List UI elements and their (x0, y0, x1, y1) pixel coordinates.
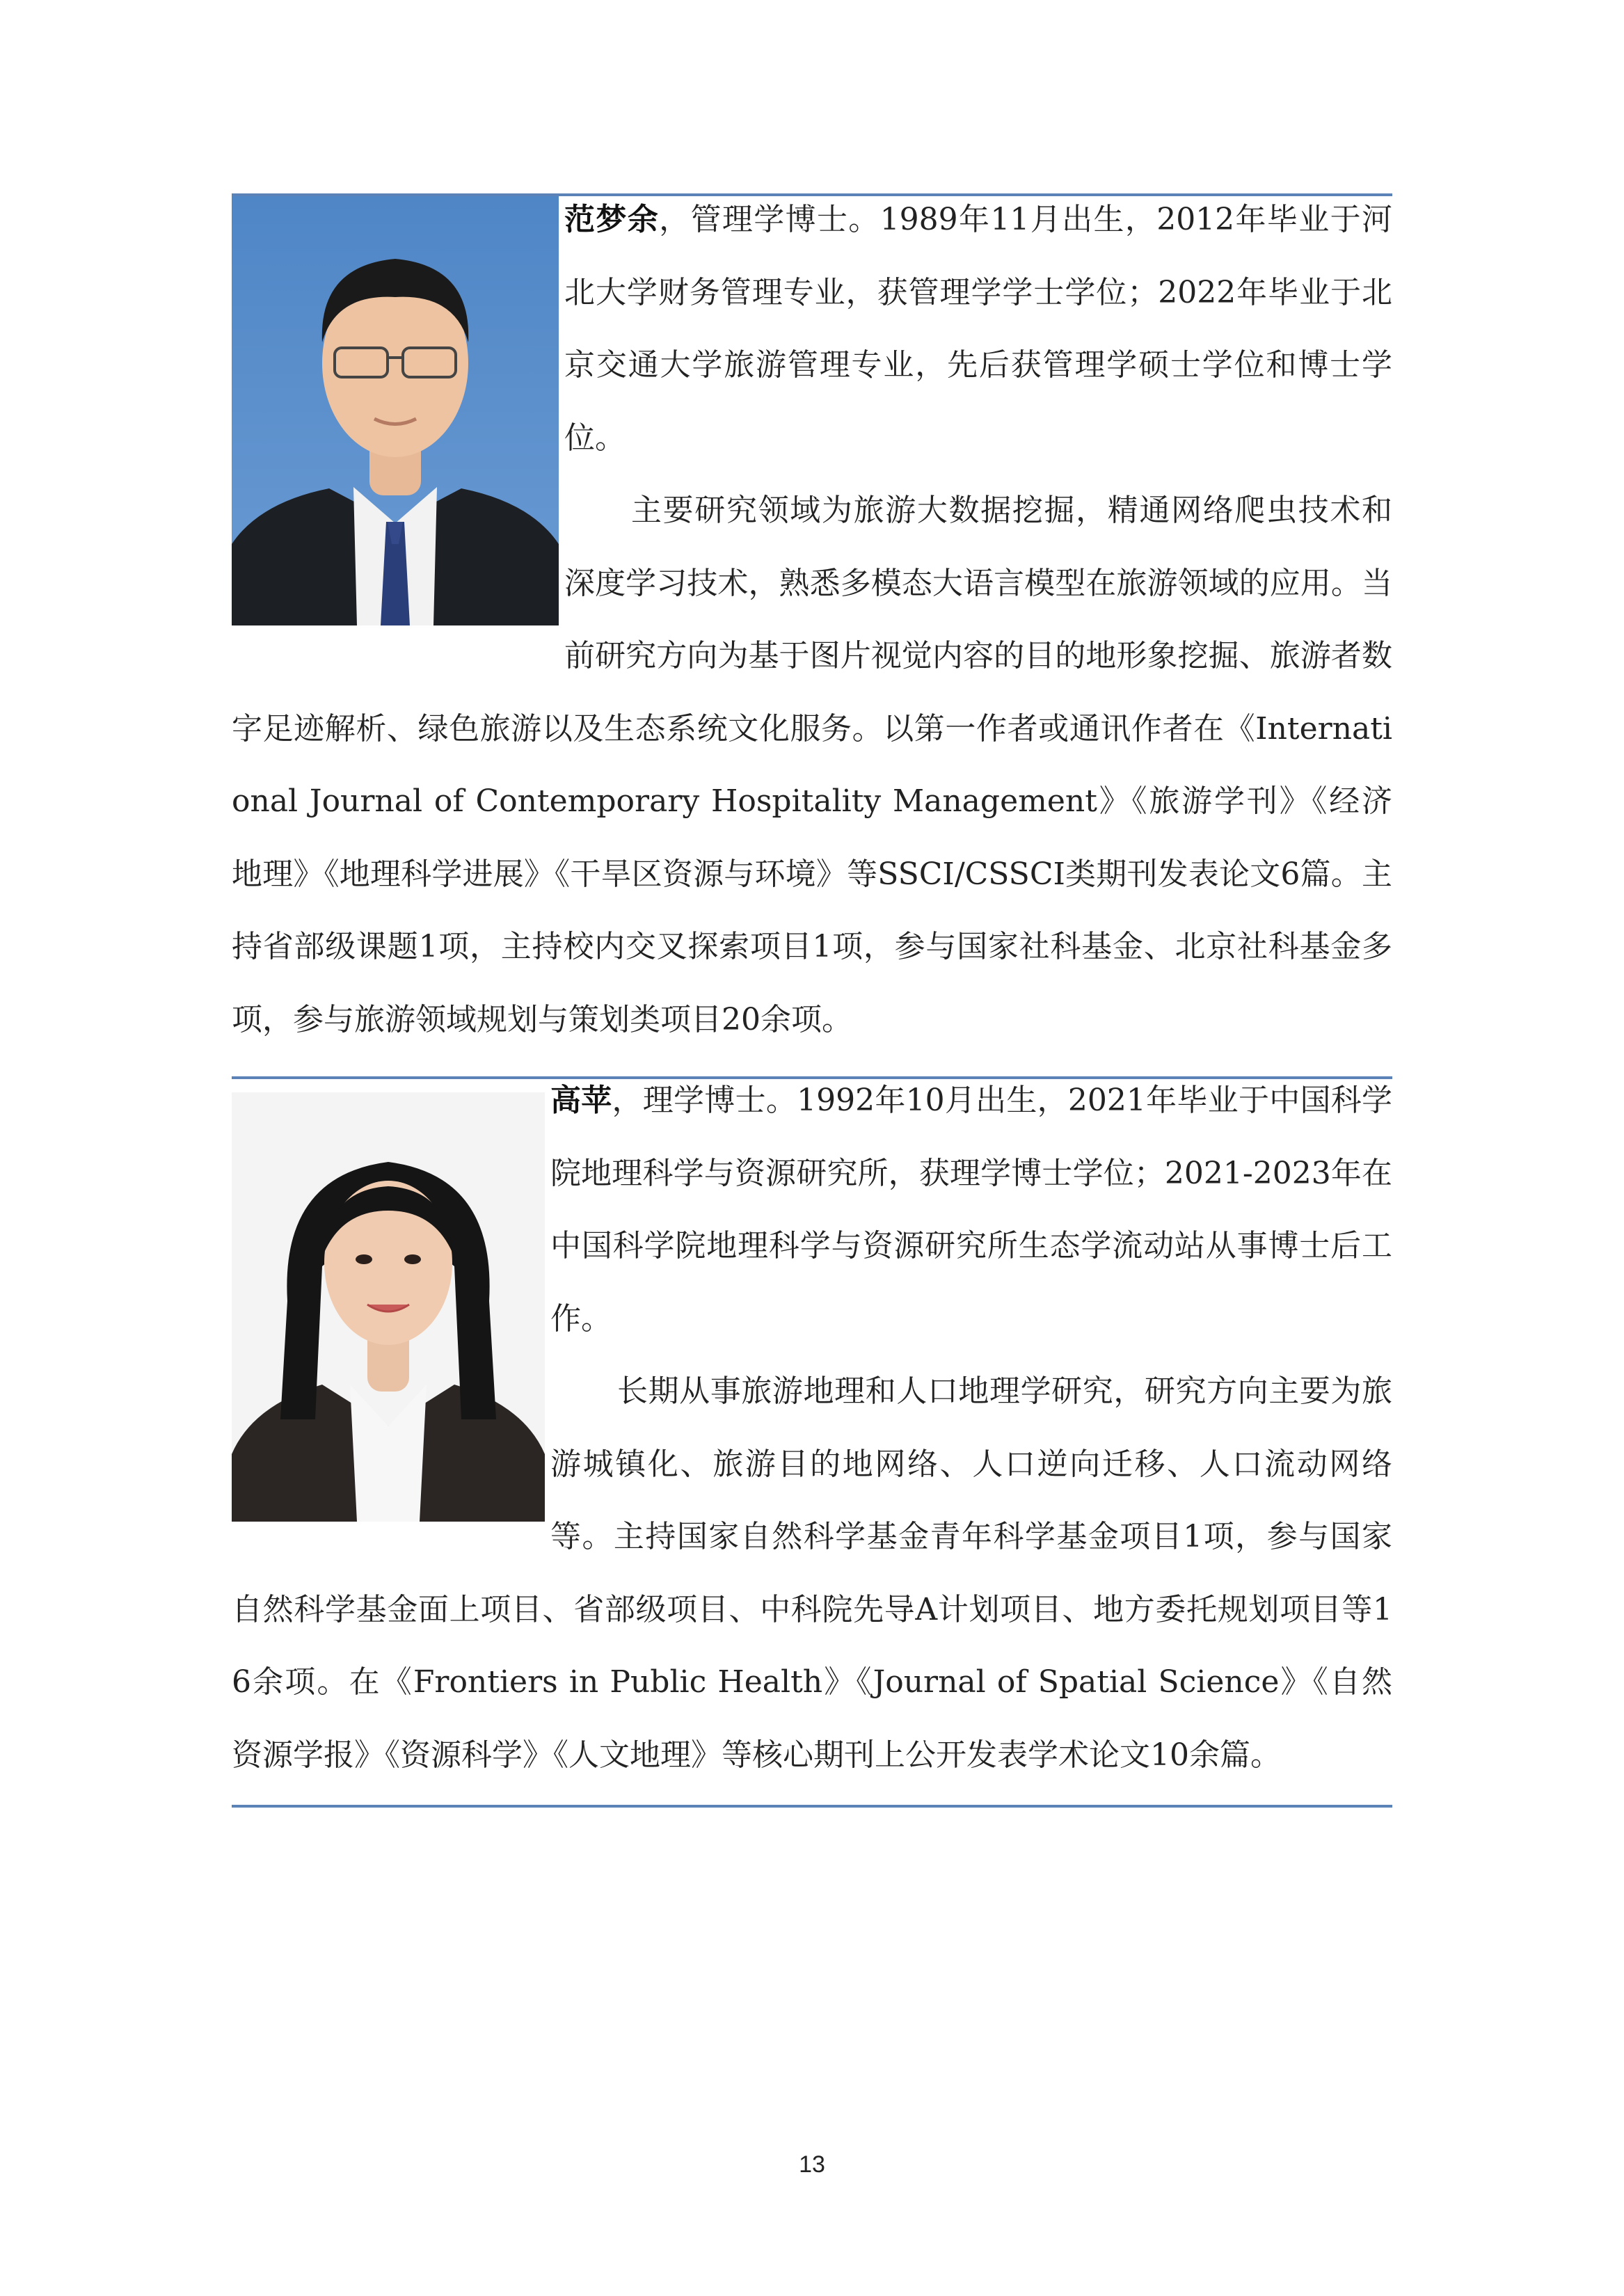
page-number: 13 (799, 2151, 825, 2178)
male-portrait-photo (232, 196, 559, 625)
profile-fan-mengyu (232, 184, 1392, 1056)
profile-research: 主要研究领域为旅游大数据挖掘，精通网络爬虫技术和深度学习技术，熟悉多模态大语言模型在旅游领域的应用。当前研究方向为基于图片视觉内容的目的地形象挖掘、旅游者数字足迹解析、绿色旅游以及生态系统文化服务。以第一作者或通讯作者在《International Journal of Contemporary Hospitality Management》《旅游学刊》《经济地理》《地理科学进展》《干旱区资源与环境》等SSCI/CSSCI类期刊发表论文6篇。主持省部级课题1项，主持校内交叉探索项目1项，参与国家社科基金、北京社科基金多项，参与旅游领域规划与策划类项目20余项。 (232, 493, 1392, 1037)
intro-text: ，管理学博士。1989年11月出生，2012年毕业于河北大学财务管理专业，获管理学学士学位；2022年毕业于北京交通大学旅游管理专业，先后获管理学硕士学位和博士学位。 (564, 202, 1392, 456)
profile-gao-ping (232, 1065, 1392, 1792)
female-portrait-photo (232, 1092, 545, 1522)
bottom-divider (232, 1805, 1392, 1808)
profile-research: 长期从事旅游地理和人口地理学研究，研究方向主要为旅游城镇化、旅游目的地网络、人口逆向迁移、人口流动网络等。主持国家自然科学基金青年科学基金项目1项，参与国家自然科学基金面上项目、省部级项目、中科院先导A计划项目、地方委托规划项目等16余项。在《Frontiers in Public Health》《Journal of Spatial Science》《自然资源学报》《资源科学》《人文地理》等核心期刊上公开发表学术论文10余篇。 (232, 1373, 1392, 1773)
profile-name: 范梦余 (564, 202, 660, 237)
intro-text: ，理学博士。1992年10月出生，2021年毕业于中国科学院地理科学与资源研究所，获理学博士学位；2021-2023年在中国科学院地理科学与资源研究所生态学流动站从事博士后工作。 (550, 1083, 1392, 1337)
profile-name: 高苹 (550, 1083, 612, 1118)
